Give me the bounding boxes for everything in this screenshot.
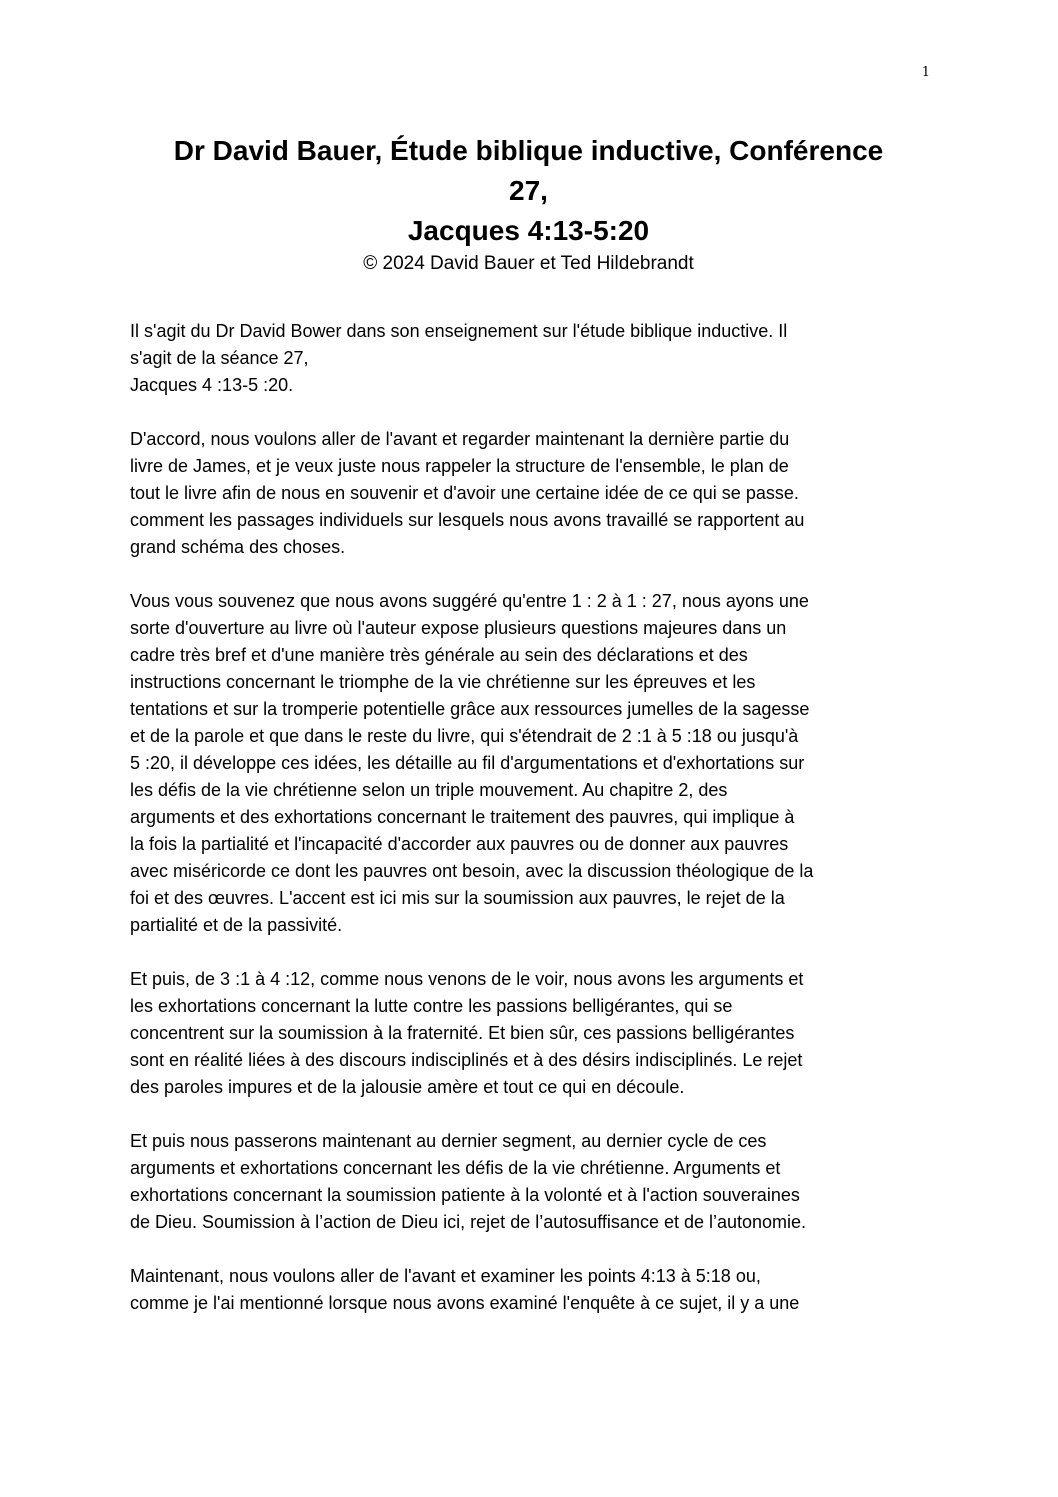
copyright-notice: © 2024 David Bauer et Ted Hildebrandt [363,253,694,274]
paragraph-line: exhortations concernant la soumission patiente à la volonté et à l'action souveraines [130,1185,800,1205]
paragraph-line: Jacques 4 :13-5 :20. [130,375,294,395]
paragraph-line: Et puis nous passerons maintenant au dernier segment, au dernier cycle de ces [130,1131,767,1151]
paragraph-line: arguments et des exhortations concernant le traitement des pauvres, qui implique à [130,807,795,827]
paragraph-line: livre de James, et je veux juste nous rappeler la structure de l'ensemble, le plan de [130,456,789,476]
paragraph-line: et de la parole et que dans le reste du livre, qui s'étendrait de 2 :1 à 5 :18 ou jusqu'à [130,726,799,746]
paragraph-line: sont en réalité liées à des discours indisciplinés et à des désirs indisciplinés. Le rejet [130,1050,803,1070]
paragraph-line: tout le livre afin de nous en souvenir et d'avoir une certaine idée de ce qui se passe. [130,483,799,503]
paragraph-line: avec miséricorde ce dont les pauvres ont besoin, avec la discussion théologique de la [130,861,814,881]
paragraph-line: cadre très bref et d'une manière très générale au sein des déclarations et des [130,645,748,665]
title-line-3: Jacques 4:13-5:20 [407,215,650,246]
paragraph-line: Et puis, de 3 :1 à 4 :12, comme nous venons de le voir, nous avons les arguments et [130,969,804,989]
paragraph-line: s'agit de la séance 27, [130,348,309,368]
paragraph-line: instructions concernant le triomphe de la vie chrétienne sur les épreuves et les [130,672,756,692]
paragraph-line: sorte d'ouverture au livre où l'auteur expose plusieurs questions majeures dans un [130,618,787,638]
page-number: 1 [921,65,930,80]
paragraph-1 [130,318,930,399]
paragraph-6 [130,1263,930,1317]
paragraph-line: de Dieu. Soumission à l’action de Dieu ici, rejet de l’autosuffisance et de l’autonomie. [130,1212,807,1232]
paragraph-line: des paroles impures et de la jalousie amère et tout ce qui en découle. [130,1077,685,1097]
paragraph-line: concentrent sur la soumission à la fraternité. Et bien sûr, ces passions belligérantes [130,1023,795,1043]
paragraph-line: comme je l'ai mentionné lorsque nous avons examiné l'enquête à ce sujet, il y a une [130,1293,800,1313]
paragraph-line: comment les passages individuels sur lesquels nous avons travaillé se rapportent au [130,510,805,530]
paragraph-line: Il s'agit du Dr David Bower dans son enseignement sur l'étude biblique inductive. Il [130,321,788,341]
paragraph-4 [130,966,930,1101]
document-body [130,318,930,1344]
paragraph-2 [130,426,930,561]
paragraph-line: Maintenant, nous voulons aller de l'avant et examiner les points 4:13 à 5:18 ou, [130,1266,761,1286]
paragraph-line: arguments et exhortations concernant les défis de la vie chrétienne. Arguments et [130,1158,781,1178]
paragraph-line: les défis de la vie chrétienne selon un triple mouvement. Au chapitre 2, des [130,780,728,800]
paragraph-line: D'accord, nous voulons aller de l'avant et regarder maintenant la dernière partie du [130,429,790,449]
paragraph-5 [130,1128,930,1236]
title-line-2: 27, [509,175,548,206]
paragraph-line: foi et des œuvres. L'accent est ici mis sur la soumission aux pauvres, le rejet de la [130,888,785,908]
paragraph-line: les exhortations concernant la lutte contre les passions belligérantes, qui se [130,996,733,1016]
paragraph-line: la fois la partialité et l'incapacité d'accorder aux pauvres ou de donner aux pauvres [130,834,789,854]
paragraph-line: Vous vous souvenez que nous avons suggéré qu'entre 1 : 2 à 1 : 27, nous ayons une [130,591,809,611]
paragraph-line: tentations et sur la tromperie potentielle grâce aux ressources jumelles de la sagesse [130,699,810,719]
paragraph-line: partialité et de la passivité. [130,915,343,935]
title-line-1: Dr David Bauer, Étude biblique inductive, Conférence [173,135,884,166]
paragraph-line: grand schéma des choses. [130,537,346,557]
paragraph-3 [130,588,930,939]
paragraph-line: 5 :20, il développe ces idées, les détaille au fil d'argumentations et d'exhortations sur [130,753,805,773]
document-header [128,131,929,277]
